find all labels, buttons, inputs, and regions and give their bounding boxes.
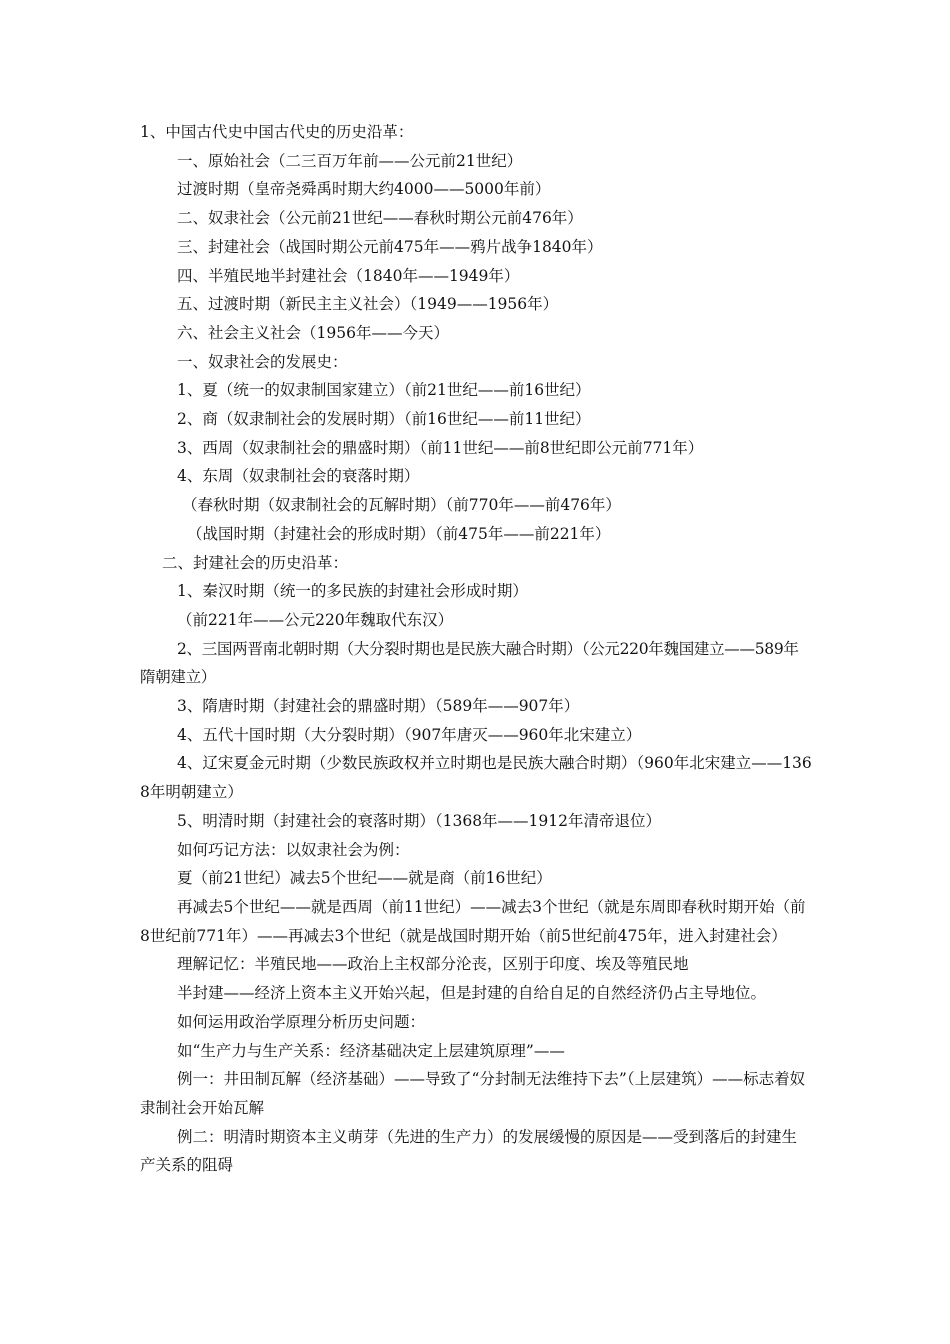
text-paragraph: 例一：井田制瓦解（经济基础）——导致了“分封制无法维持下去”（上层建筑）——标志着奴隶制社会开始瓦解 xyxy=(140,1070,806,1117)
text-paragraph: 4、辽宋夏金元时期（少数民族政权并立时期也是民族大融合时期）（960年北宋建立——1368年明朝建立） xyxy=(140,754,812,802)
text-line: 4、东周（奴隶制社会的衰落时期） xyxy=(177,467,420,486)
text-line: 1、夏（统一的奴隶制国家建立）（前21世纪——前16世纪） xyxy=(177,381,591,400)
text-line: 五、过渡时期（新民主主义社会）（1949——1956年） xyxy=(177,295,559,314)
text-line: 夏（前21世纪）减去5个世纪——就是商（前16世纪） xyxy=(177,869,552,888)
text-line: 六、社会主义社会（1956年——今天） xyxy=(177,323,449,342)
subheading-feudal: 二、封建社会的历史沿革： xyxy=(162,553,349,572)
text-line: 如何运用政治学原理分析历史问题： xyxy=(177,1012,426,1031)
text-line: （春秋时期（奴隶制社会的瓦解时期）（前770年——前476年） xyxy=(182,496,621,515)
text-line: 3、西周（奴隶制社会的鼎盛时期）（前11世纪——前8世纪即公元前771年） xyxy=(177,438,704,457)
text-line: 三、封建社会（战国时期公元前475年——鸦片战争1840年） xyxy=(177,237,603,256)
text-line: 2、商（奴隶制社会的发展时期）（前16世纪——前11世纪） xyxy=(177,410,591,429)
document-body xyxy=(140,118,812,1180)
text-line: 5、明清时期（封建社会的衰落时期）（1368年——1912年清帝退位） xyxy=(177,811,662,830)
text-line: 二、奴隶社会（公元前21世纪——春秋时期公元前476年） xyxy=(177,209,583,228)
text-line: 四、半殖民地半封建社会（1840年——1949年） xyxy=(177,266,520,285)
text-paragraph: 再减去5个世纪——就是西周（前11世纪）——减去3个世纪（就是东周即春秋时期开始（前8世纪前771年）——再减去3个世纪（就是战国时期开始（前5世纪前475年，进入封建社会） xyxy=(140,897,806,945)
text-line: 一、原始社会（二三百万年前——公元前21世纪） xyxy=(177,151,523,170)
text-line: 半封建——经济上资本主义开始兴起，但是封建的自给自足的自然经济仍占主导地位。 xyxy=(177,984,767,1003)
text-line: 3、隋唐时期（封建社会的鼎盛时期）（589年——907年） xyxy=(177,697,580,716)
section-heading-history: 1、中国古代史中国古代史的历史沿革： xyxy=(140,123,414,141)
text-line: 如何巧记方法：以奴隶社会为例： xyxy=(177,840,410,859)
text-paragraph: 2、三国两晋南北朝时期（大分裂时期也是民族大融合时期）（公元220年魏国建立——589年隋朝建立） xyxy=(140,639,799,687)
text-line: （前221年——公元220年魏取代东汉） xyxy=(177,610,454,629)
text-line: 4、五代十国时期（大分裂时期）（907年唐灭——960年北宋建立） xyxy=(177,725,642,744)
subheading-slavery: 一、奴隶社会的发展史： xyxy=(177,352,348,371)
text-line: （战国时期（封建社会的形成时期）（前475年——前221年） xyxy=(187,524,611,543)
text-paragraph: 例二：明清时期资本主义萌芽（先进的生产力）的发展缓慢的原因是——受到落后的封建生产关系的阻碍 xyxy=(140,1127,798,1175)
text-line: 过渡时期（皇帝尧舜禹时期大约4000——5000年前） xyxy=(177,180,551,199)
text-line: 理解记忆：半殖民地——政治上主权部分沦丧，区别于印度、埃及等殖民地 xyxy=(177,955,689,974)
text-line: 如“生产力与生产关系：经济基础决定上层建筑原理”—— xyxy=(177,1041,565,1060)
text-line: 1、秦汉时期（统一的多民族的封建社会形成时期） xyxy=(177,582,528,601)
